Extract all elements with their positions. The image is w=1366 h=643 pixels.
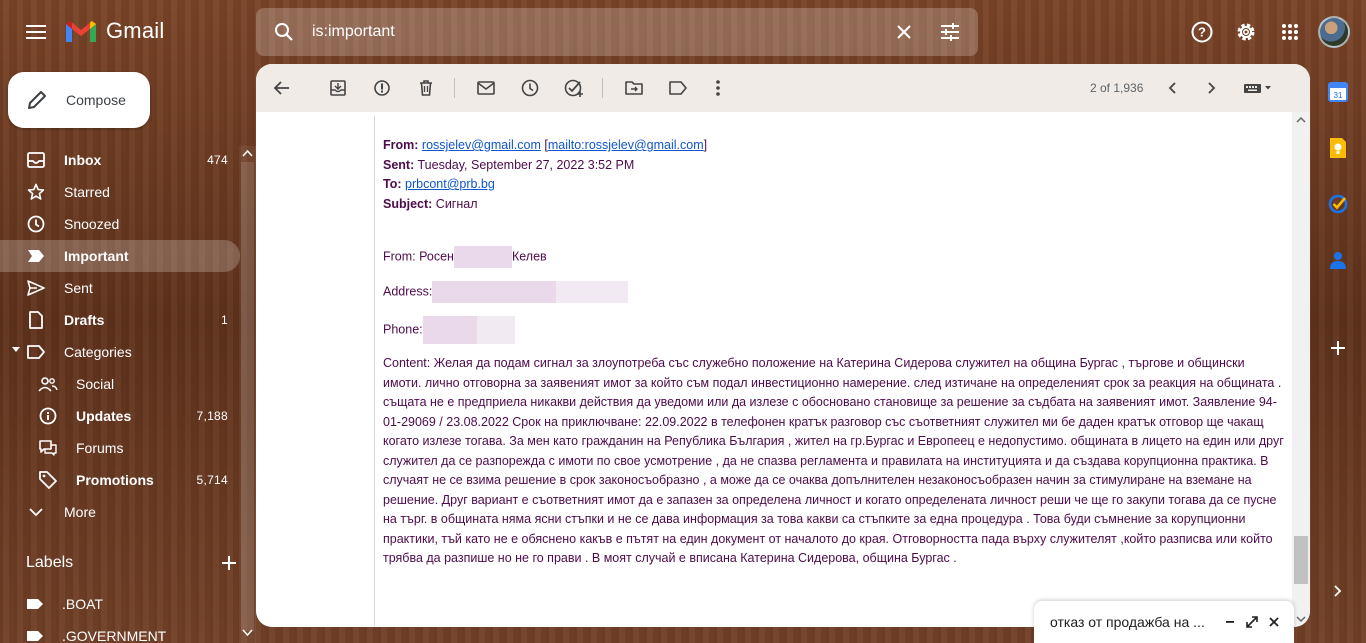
sidebar-nav (0, 144, 240, 528)
clock-icon (521, 79, 539, 97)
label-icon (26, 598, 44, 610)
label-name: .GOVERNMENT (62, 628, 167, 643)
scroll-up-icon[interactable] (242, 149, 253, 160)
mail-icon (477, 81, 495, 95)
unread-count: 5,714 (196, 473, 228, 487)
label-item-boat[interactable] (26, 592, 103, 616)
sidebar-item-snoozed[interactable] (0, 208, 240, 240)
minimized-compose-window[interactable] (1034, 601, 1294, 643)
sent-value: Tuesday, September 27, 2022 3:52 PM (417, 157, 635, 172)
redacted-block (432, 281, 556, 303)
back-button[interactable] (266, 72, 298, 104)
important-icon (26, 246, 46, 266)
inbox-icon (26, 150, 46, 170)
sidebar-item-categories[interactable] (0, 336, 240, 368)
message-scroll-thumb[interactable] (1294, 536, 1308, 584)
tasks-icon (1328, 194, 1348, 214)
older-button[interactable] (1196, 72, 1228, 104)
to-email-link[interactable]: prbcont@prb.bg (405, 177, 495, 191)
quoted-to-line (383, 175, 1294, 195)
sidebar-item-sent[interactable] (0, 272, 240, 304)
sidebar-item-label: More (64, 504, 96, 520)
mark-unread-button[interactable] (470, 72, 502, 104)
app-name: Gmail (106, 18, 165, 43)
redacted-block (556, 281, 628, 303)
sidebar-item-label: Social (76, 376, 115, 392)
sidebar-item-label: Inbox (64, 152, 102, 168)
account-avatar[interactable] (1318, 16, 1350, 48)
keep-icon (1329, 137, 1347, 159)
redacted-block (477, 316, 515, 344)
tasks-app-button[interactable] (1326, 192, 1350, 216)
pencil-icon (26, 89, 48, 111)
plus-icon (1331, 341, 1345, 355)
label-icon (26, 342, 46, 362)
search-icon[interactable] (270, 18, 298, 46)
sidebar-item-label: Sent (64, 280, 93, 296)
tag-icon (38, 470, 58, 490)
tune-icon (940, 23, 960, 41)
labels-button[interactable] (662, 72, 694, 104)
show-side-panel-button[interactable] (1326, 579, 1350, 603)
main-menu-button[interactable] (16, 12, 56, 52)
message-scrollbar[interactable] (1292, 112, 1310, 627)
sender-first-name: From: Росен (383, 249, 454, 264)
address-line (383, 281, 1294, 303)
redacted-block (423, 316, 477, 344)
unread-count: 474 (207, 153, 228, 167)
sidebar-item-label: Promotions (76, 472, 154, 488)
close-icon (896, 24, 912, 40)
message-body (374, 116, 1294, 626)
delete-button[interactable] (410, 72, 442, 104)
message-toolbar (256, 64, 1310, 112)
scroll-down-icon[interactable] (242, 629, 253, 640)
add-to-tasks-button[interactable] (558, 72, 590, 104)
folder-move-icon (625, 81, 643, 95)
quoted-sent-line (383, 156, 1294, 176)
more-vert-icon (716, 80, 720, 96)
toolbar-divider (602, 78, 603, 98)
send-icon (26, 278, 46, 298)
support-button[interactable] (1182, 12, 1222, 52)
from-email-link[interactable]: rossjelev@gmail.com (421, 138, 541, 152)
star-icon (26, 182, 46, 202)
spam-icon (374, 80, 390, 96)
sidebar-item-label: Categories (64, 344, 132, 360)
clear-search-button[interactable] (890, 18, 918, 46)
snooze-button[interactable] (514, 72, 546, 104)
fullscreen-button[interactable] (1242, 612, 1262, 632)
keyboard-icon (1243, 82, 1273, 94)
to-label: To: (383, 177, 402, 191)
chevron-left-icon (1168, 82, 1176, 94)
minimize-icon (1225, 617, 1235, 627)
compose-button[interactable] (8, 72, 150, 128)
help-icon (1191, 21, 1213, 43)
chevron-right-icon (1208, 82, 1216, 94)
sidebar-item-promotions[interactable] (0, 464, 240, 496)
sidebar-item-inbox[interactable] (0, 144, 240, 176)
label-item-government[interactable] (26, 624, 166, 643)
draft-count: 1 (221, 313, 228, 327)
sidebar-item-label: Snoozed (64, 216, 120, 232)
sidebar-item-label: Starred (64, 184, 110, 200)
hamburger-icon (26, 24, 46, 40)
redacted-block (454, 246, 512, 268)
sidebar-item-label: Updates (76, 408, 132, 424)
input-tools-button[interactable] (1238, 72, 1278, 104)
pagination-count: 2 of 1,936 (1090, 81, 1144, 95)
chevron-down-icon (26, 502, 46, 522)
sidebar-item-label: Forums (76, 440, 124, 456)
side-panel-rail (1310, 64, 1366, 643)
label-name: .BOAT (62, 596, 103, 612)
get-addons-button[interactable] (1326, 336, 1350, 360)
sidebar-item-label: Important (64, 248, 129, 264)
search-options-button[interactable] (936, 18, 964, 46)
sidebar-item-label: Drafts (64, 312, 105, 328)
sidebar-item-more[interactable] (0, 496, 240, 528)
subject-label: Subject: (383, 196, 433, 211)
message-panel (256, 64, 1310, 627)
content-paragraph: Content: Желая да подам сигнал за злоупотреба със служебно положение на Катерина Сидерова служител на община Бургас , търгове и общински имоти. лично отговорна за заявеният имот за който съм подал инвестиционно намерение. след изтичане на определеният срок за реакция на общината . същата не е предприела никакви действия да уведоми или да излезе с обосновано становище за решение за съдбата на заявеният имот. Заявление 94-01-29069 / 23.08.2022 Срок на приключване: 22.09.2022 в телефонен кратък разговор със съответният служител ми бе даден кратък отговор ще чакащ когато излезе тогава. За мен като гражданин на Република България , жител на гр.Бургас и Европеец е недопустимо. общината в лицето на един или друг служител да се разпорежда с имоти по свое усмотрение , да не спазва регламента и правилата на институцията и да създава корупционна практика. В случаят не се взима решение в срок законосъобразно , а може да се очаква допълнителен незаконосъобразен начин за стимулиране на вземане на решение. Друг вариант е съответният имот да е запазен за определена личност и когато определената личност реши че ще го закупи тогава да се пусне на търг. в общината няма ясни стъпки и не се дава информация за това какви са стъпките за една процедура . Това буди съмнение за корупционни практики, тъй като не е обяснено какъв е пътят на един документ от началото до края. Отговорността пада върху служителят ,който разписва или който трябва да разпише но не го прави . В моят случай е вписана Катерина Сидерова, община Бургас . (383, 356, 1284, 565)
quoted-from-line: From: rossjelev@gmail.com [mailto:rossjelev@gmail.com] (383, 138, 708, 152)
sidebar (0, 64, 256, 643)
phone-label: Phone: (383, 322, 423, 337)
quoted-subject-line (383, 195, 1294, 215)
newer-button[interactable] (1156, 72, 1188, 104)
info-icon (38, 406, 58, 426)
close-icon (1269, 617, 1279, 627)
create-label-button[interactable] (222, 556, 236, 570)
trash-icon (419, 80, 433, 96)
draft-icon (26, 310, 46, 330)
apps-button[interactable] (1270, 12, 1310, 52)
archive-button[interactable] (322, 72, 354, 104)
toolbar-divider (454, 78, 455, 98)
label-icon (26, 630, 44, 642)
sidebar-item-drafts[interactable] (0, 304, 240, 336)
chevron-right-icon (1334, 585, 1342, 597)
sender-name-line (383, 246, 1294, 268)
calendar-icon (1328, 82, 1348, 102)
arrow-back-icon (274, 81, 290, 95)
minimize-button[interactable] (1220, 612, 1240, 632)
archive-icon (330, 80, 346, 96)
contacts-app-button[interactable] (1326, 248, 1350, 272)
sidebar-item-updates[interactable] (0, 400, 240, 432)
apps-grid-icon (1281, 23, 1299, 41)
sidebar-scroll-thumb[interactable] (241, 162, 254, 631)
scroll-down-icon[interactable] (1296, 616, 1306, 623)
quoted-header (383, 136, 1294, 214)
calendar-day: 31 (1333, 91, 1343, 100)
keep-app-button[interactable] (1326, 136, 1350, 160)
forum-icon (38, 438, 58, 458)
more-actions-button[interactable] (702, 72, 734, 104)
caret-down-icon[interactable] (12, 347, 20, 353)
sidebar-item-important[interactable] (0, 240, 240, 272)
search-input[interactable] (312, 16, 872, 48)
phone-line (383, 316, 1294, 344)
compose-label: Compose (66, 92, 126, 108)
gear-icon (1235, 21, 1257, 43)
labels-heading: Labels (26, 554, 74, 571)
gmail-m-icon (64, 18, 98, 44)
from-mailto-link[interactable]: mailto:rossjelev@gmail.com (547, 138, 704, 152)
add-task-icon (564, 79, 584, 97)
search-bar (256, 8, 978, 56)
sidebar-item-starred[interactable] (0, 176, 240, 208)
sent-label: Sent: (383, 157, 415, 172)
top-right-actions (1182, 12, 1350, 52)
address-label: Address: (383, 284, 433, 299)
report-spam-button[interactable] (366, 72, 398, 104)
move-to-button[interactable] (618, 72, 650, 104)
sidebar-item-social[interactable] (0, 368, 240, 400)
label-icon (669, 81, 687, 95)
from-label: From: (383, 138, 419, 152)
top-bar (0, 0, 1366, 64)
labels-section-header (26, 554, 236, 572)
people-icon (38, 374, 58, 394)
plus-icon (222, 556, 236, 570)
scroll-up-icon[interactable] (1296, 116, 1306, 123)
gmail-logo[interactable] (64, 18, 164, 44)
sidebar-item-forums[interactable] (0, 432, 240, 464)
unread-count: 7,188 (196, 409, 228, 423)
close-compose-button[interactable] (1264, 612, 1284, 632)
settings-button[interactable] (1226, 12, 1266, 52)
contacts-icon (1329, 251, 1347, 269)
subject-value: Сигнал (435, 196, 478, 211)
sender-last-name: Келев (511, 249, 547, 264)
expand-icon (1246, 616, 1258, 628)
compose-window-title: отказ от продажба на ... (1050, 614, 1205, 630)
clock-icon (26, 214, 46, 234)
calendar-app-button[interactable] (1326, 80, 1350, 104)
svg-text:?: ? (1198, 24, 1206, 40)
sidebar-scrollbar[interactable] (239, 146, 256, 643)
